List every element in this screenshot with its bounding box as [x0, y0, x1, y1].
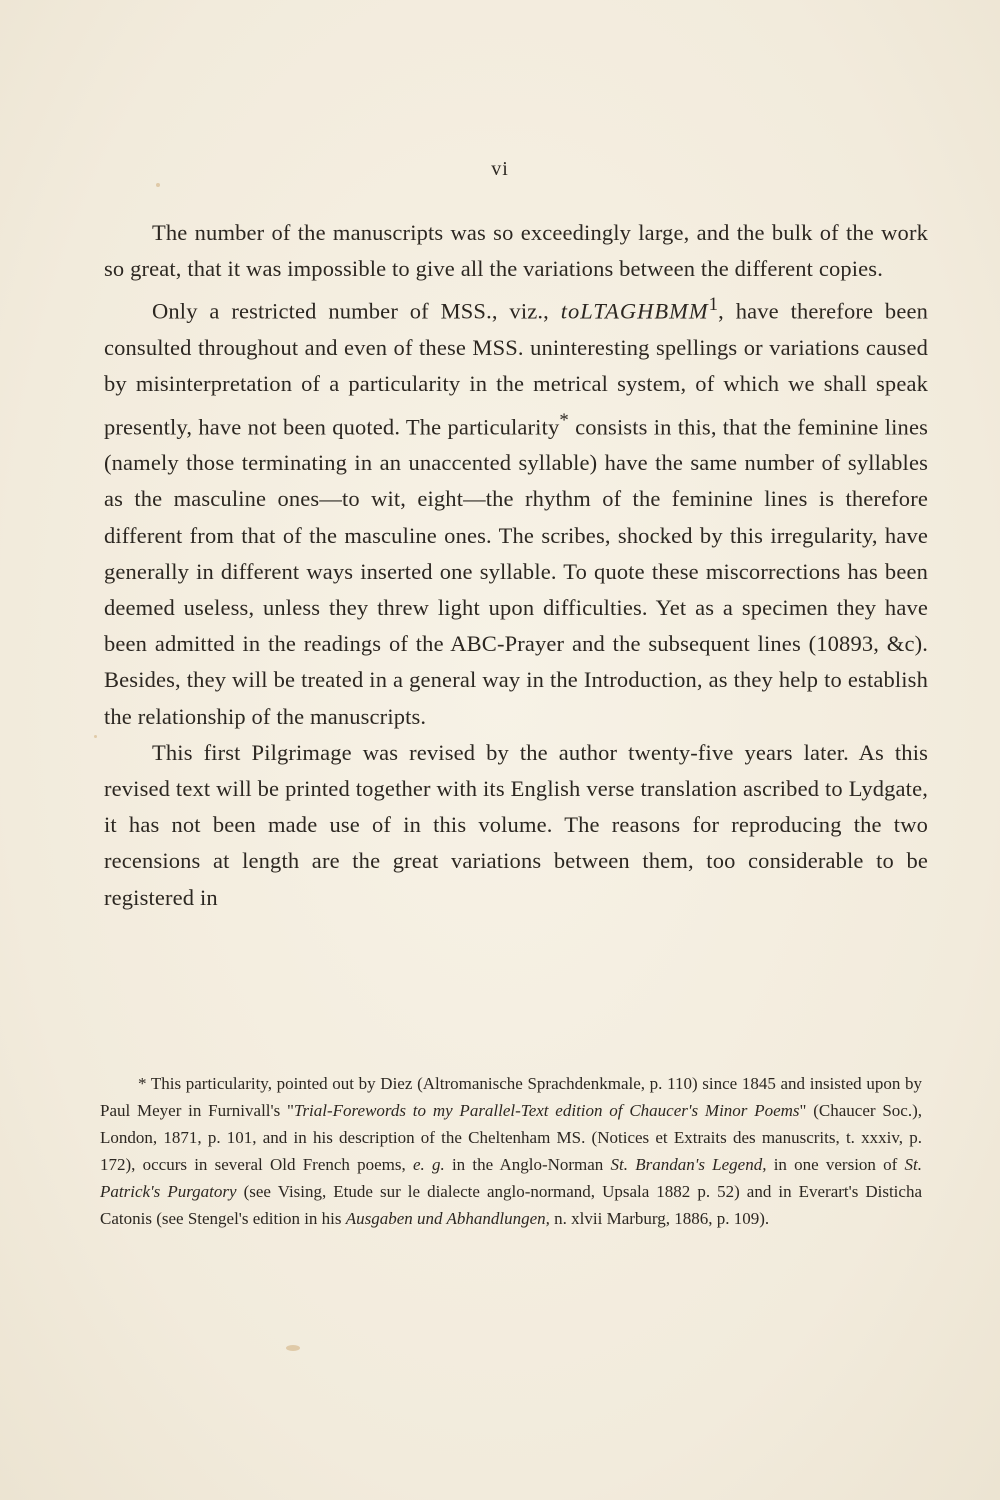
paragraph-3: This first Pilgrimage was revised by the author twenty-five years later. As this revised text will be printed together with its English verse translation ascribed to Lydgate, it has not been made use of in this volume. The reasons for reproducing the two recensions at length are the great variations between them, too considerable to be registered in	[104, 739, 928, 910]
manuscript-sigla: toLTAGHBMM	[560, 298, 709, 324]
paper-spot	[156, 183, 160, 187]
paper-spot	[286, 1345, 300, 1351]
footnote	[100, 1070, 922, 1232]
footnote-ref-star: *	[559, 409, 569, 431]
body-text	[104, 215, 928, 916]
footnote-text: * This particularity, pointed out by Diez (Altromanische Sprachdenkmale, p. 110) since 1845 and insisted upon by Paul Meyer in Furnivall's "	[100, 1074, 922, 1120]
footnote-text: in the Anglo-Norman	[444, 1155, 611, 1174]
paper-spot	[94, 735, 97, 738]
footnote-ausgaben-italic: Ausgaben und Abhandlungen,	[345, 1209, 550, 1228]
page-number: vi	[491, 158, 509, 180]
paragraph-2-end: consists in this, that the feminine lines (namely those terminating in an unaccented syllable) have the same number of syllables as the masculine ones—to wit, eight—the rhythm of the feminine lines is therefore different from that of the masculine ones. The scribes, shocked by this irregularity, have generally in different ways inserted one syllable. To quote these miscorrections has been deemed useless, unless they threw light upon difficulties. Yet as a specimen they have been admitted in the readings of the ABC-Prayer and the subsequent lines (10893, &c). Besides, they will be treated in a general way in the Introduction, as they help to establish the relationship of the manuscripts.	[104, 414, 928, 729]
footnote-patrick-italic: St. Patrick's Purgatory	[100, 1155, 923, 1201]
paragraph-1: The number of the manuscripts was so exceedingly large, and the bulk of the work so great, that it was impossible to give all the variations between the different copies.	[104, 220, 928, 282]
paragraph-2	[104, 287, 928, 734]
footnote-brandan-italic: St. Brandan's Legend,	[610, 1155, 767, 1174]
paragraph-2-middle: , have therefore been consulted throughout and even of these MSS. uninteresting spellings or variations caused by misinterpretation of a particularity in the metrical system, of which we shall speak presently, have not been quoted. The particularity	[104, 298, 928, 440]
footnote-text: in one version of	[766, 1155, 905, 1174]
footnote-eg-italic: e. g.	[412, 1155, 445, 1174]
footnote-text: n. xlvii Marburg, 1886, p. 109).	[549, 1209, 770, 1228]
footnote-title-italic: Trial-Forewords to my Parallel-Text edition of Chaucer's Minor Poems	[293, 1101, 800, 1120]
footnote-text: (see Vising, Etude sur le dialecte anglo-normand, Upsala 1882 p. 52) and in Everart's Disticha Catonis (see Stengel's edition in his	[100, 1182, 922, 1228]
footnote-ref-1: 1	[708, 294, 719, 316]
paragraph-2-start: Only a restricted number of MSS., viz.,	[152, 298, 561, 324]
footnote-text: " (Chaucer Soc.), London, 1871, p. 101, and in his description of the Cheltenham MS. (Notices et Extraits des manuscrits, t. xxxiv, p. 172), occurs in several Old French poems,	[100, 1101, 922, 1174]
